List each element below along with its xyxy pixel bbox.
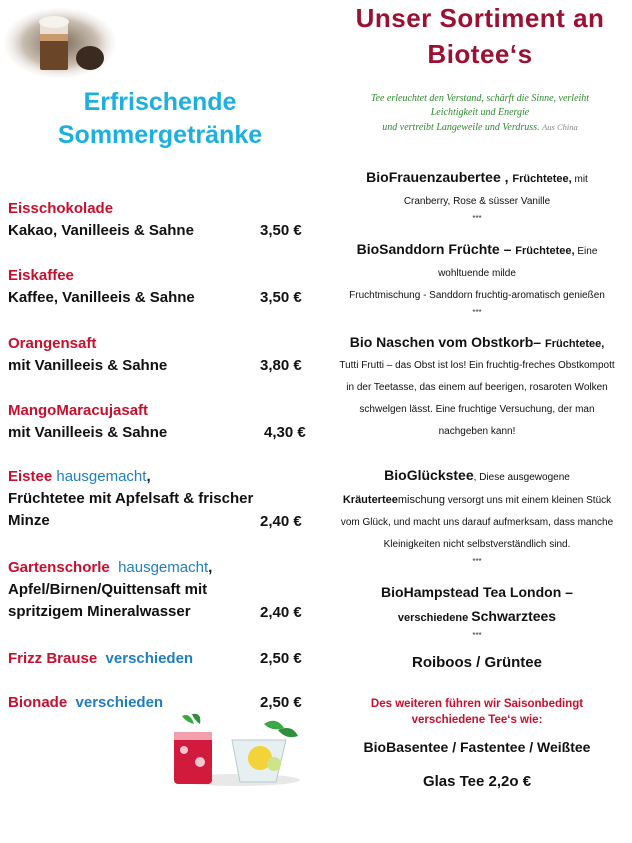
- item-price: 3,80 €: [260, 357, 302, 374]
- quote-line3: und vertreibt Langeweile und Verdruss.: [382, 122, 540, 133]
- tea-line2-bold: Schwarztees: [471, 608, 557, 624]
- separator-stars: ***: [472, 557, 482, 566]
- item-name: Eisschokolade: [8, 200, 114, 217]
- menu-item: [8, 466, 320, 532]
- tea-after: –: [561, 584, 573, 600]
- item-tag: hausgemacht: [56, 468, 147, 485]
- item-name: Frizz Brause: [8, 650, 98, 667]
- item-suffix: ,: [146, 468, 151, 485]
- tea-entry: [324, 464, 630, 568]
- right-heading: [330, 0, 630, 72]
- item-price: 2,50 €: [260, 650, 302, 667]
- item-desc: Minze: [8, 512, 50, 529]
- tea-type: Früchtetee,: [515, 245, 575, 257]
- tea-entry: [324, 238, 630, 319]
- tea-after: mit: [571, 174, 588, 185]
- item-desc: Apfel/Birnen/Quittensaft mit: [8, 581, 208, 598]
- tea-name: BioFrauenzaubertee: [366, 169, 501, 185]
- roiboos-line: Roiboos / Grüntee: [411, 654, 542, 671]
- left-heading-line1: Erfrischende: [83, 88, 237, 116]
- item-suffix: ,: [208, 559, 213, 576]
- tea-type-suffix: mischung: [397, 494, 445, 506]
- quote-line1: Tee erleuchtet den Verstand, schärft die Sinne, verleiht: [370, 93, 590, 104]
- tea-desc: schwelgen lässt. Eine fruchtige Versuchung, der man: [359, 404, 595, 415]
- item-desc: spritzigem Mineralwasser: [8, 603, 191, 620]
- tea-separator: –: [499, 241, 516, 257]
- tea-desc: Kleinigkeiten nicht selbstverständlich sind.: [383, 539, 571, 550]
- item-tag: hausgemacht: [118, 559, 209, 576]
- quote-source: Aus China: [542, 122, 578, 132]
- tea-after: , Diese ausgewogene: [473, 472, 570, 483]
- tea-separator: –: [533, 334, 545, 350]
- tea-quote: [340, 92, 620, 135]
- tea-desc: Fruchtmischung - Sanddorn fruchtig-aromatisch genießen: [349, 290, 605, 301]
- item-tag: verschieden: [105, 650, 194, 667]
- left-heading-line2: Sommergetränke: [57, 121, 263, 149]
- item-desc: Kaffee, Vanilleeis & Sahne: [8, 289, 195, 306]
- tea-desc: nachgeben kann!: [438, 426, 516, 437]
- tea-entry: [324, 331, 630, 443]
- item-price: 3,50 €: [260, 222, 302, 239]
- season-line1: Des weiteren führen wir Saisonbedingt: [370, 698, 584, 710]
- right-heading-line1: Unser Sortiment an: [355, 3, 605, 33]
- menu-item: [8, 648, 320, 670]
- tea-line2: verschiedene: [397, 612, 472, 624]
- tea-desc: Tutti Frutti – das Obst ist los! Ein fruchtig-freches Obstkompott: [339, 360, 615, 371]
- season-line2: verschiedene Tee‘s wie:: [411, 714, 543, 726]
- item-price: 2,40 €: [260, 604, 302, 621]
- item-price: 2,50 €: [260, 694, 302, 711]
- menu-item: [8, 198, 320, 242]
- separator-stars: ***: [472, 308, 482, 317]
- item-tag: verschieden: [75, 694, 164, 711]
- tea-entry: [324, 581, 630, 642]
- tea-entry: [324, 166, 630, 225]
- tea-after: Eine: [574, 246, 598, 257]
- latte-glass-icon: [4, 8, 116, 78]
- tea-name: BioGlückstee: [384, 467, 474, 483]
- tea-desc: in der Teetasse, das einem auf beerigen, rosaroten Wolken: [346, 382, 608, 393]
- tea-desc: wohltuende milde: [438, 268, 516, 279]
- item-price: 3,50 €: [260, 289, 302, 306]
- basentee-line: BioBasentee / Fastentee / Weißtee: [363, 739, 591, 755]
- tea-type: Früchtetee,: [512, 173, 572, 185]
- item-name: Orangensaft: [8, 335, 97, 352]
- tea-separator: ,: [500, 169, 513, 185]
- item-price: 2,40 €: [260, 513, 302, 530]
- menu-item: [8, 265, 320, 309]
- menu-item: [8, 333, 320, 377]
- item-name: Bionade: [8, 694, 68, 711]
- right-heading-line2: Biotee‘s: [427, 39, 533, 69]
- item-price: 4,30 €: [264, 424, 306, 441]
- tea-type: Früchtetee,: [544, 338, 605, 350]
- tea-name: Bio Naschen vom Obstkorb: [349, 334, 534, 350]
- left-heading: [0, 86, 320, 152]
- item-desc: mit Vanilleeis & Sahne: [8, 424, 168, 441]
- item-desc: Früchtetee mit Apfelsaft & frischer: [8, 490, 254, 507]
- tea-name: BioSanddorn Früchte: [356, 241, 500, 257]
- menu-item: [8, 557, 320, 623]
- tea-name: BioHampstead Tea London: [381, 584, 562, 600]
- tea-desc: vom Glück, und macht uns darauf aufmerksam, dass manche: [340, 517, 614, 528]
- item-name: Gartenschorle: [8, 559, 110, 576]
- item-name: Eiskaffee: [8, 267, 74, 284]
- separator-stars: ***: [472, 214, 482, 223]
- glass-tea-price: Glas Tee 2,2o €: [422, 773, 532, 790]
- item-desc: mit Vanilleeis & Sahne: [8, 357, 168, 374]
- quote-line2: Leichtigkeit und Energie: [430, 107, 530, 118]
- tea-type: Kräutertee: [342, 494, 398, 506]
- item-desc: Kakao, Vanilleeis & Sahne: [8, 222, 194, 239]
- separator-stars: ***: [472, 631, 482, 640]
- season-note: [324, 696, 630, 728]
- item-name: MangoMaracujasaft: [8, 402, 149, 419]
- tea-desc: Cranberry, Rose & süsser Vanille: [403, 196, 551, 207]
- item-name: Eistee: [8, 468, 53, 485]
- cocktail-glasses-icon: [168, 710, 303, 788]
- menu-item: [8, 400, 320, 444]
- tea-after: versorgt uns mit einem kleinen Stück: [444, 495, 612, 506]
